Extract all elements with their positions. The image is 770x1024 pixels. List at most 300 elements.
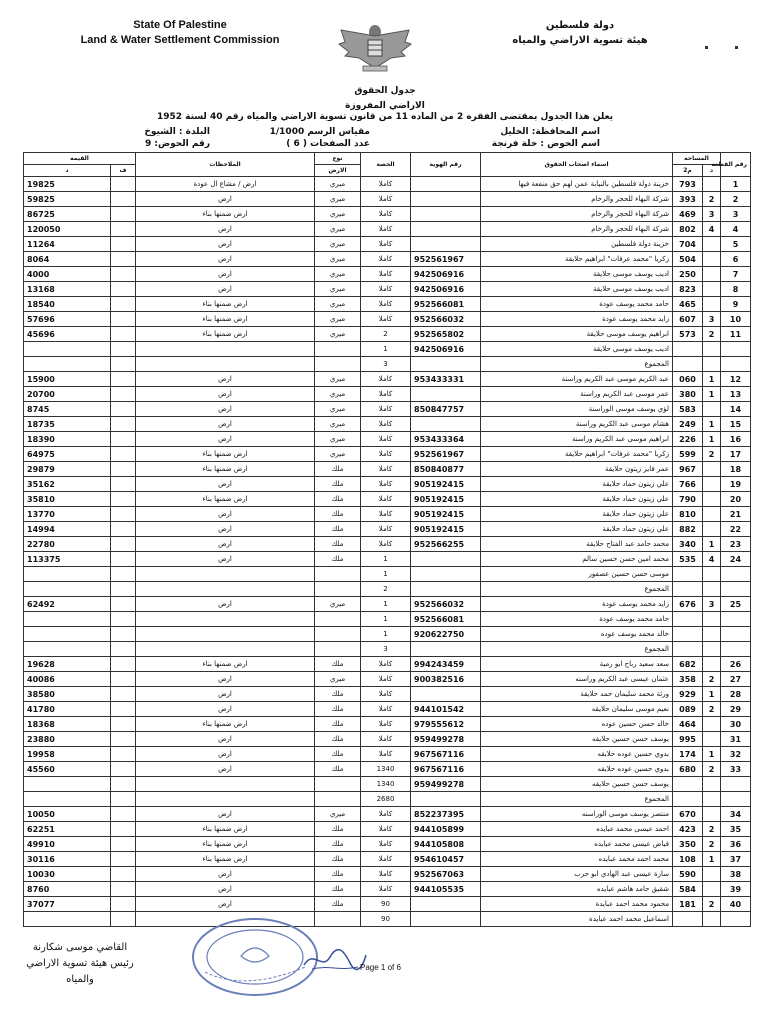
- cell-value: 18735: [24, 417, 111, 432]
- cell-owner-name: اديب يوسف موسى حلايقة: [481, 342, 673, 357]
- cell-area-m2: 802: [673, 222, 703, 237]
- cell-plot-number: 24: [721, 552, 751, 567]
- cell-notes: ارض / مشاع ال عودة: [136, 177, 315, 192]
- cell-owner-name: اديب يوسف موسى حلايقة: [481, 267, 673, 282]
- cell-id-number: [411, 222, 481, 237]
- cell-land-type: ميري: [315, 672, 361, 687]
- cell-area-m2: 350: [673, 837, 703, 852]
- cell-plot-number: 19: [721, 477, 751, 492]
- cell-value-f: [111, 462, 136, 477]
- cell-area-m2: 423: [673, 822, 703, 837]
- title-legal-notice: يعلن هذا الجدول بمقتضى الفقره 2 من الماده 11 من قانون تسوية الاراضي والمياه رقم 40 لسنة 1952: [156, 112, 614, 122]
- cell-id-number: 944105899: [411, 822, 481, 837]
- cell-land-type: ميري: [315, 237, 361, 252]
- cell-id-number: 905192415: [411, 522, 481, 537]
- table-row: [24, 462, 751, 477]
- cell-notes: ارض: [136, 882, 315, 897]
- table-row: [24, 237, 751, 252]
- cell-id-number: 900382516: [411, 672, 481, 687]
- header-english: [50, 18, 310, 48]
- cell-id-number: 959499278: [411, 777, 481, 792]
- cell-plot-number: 39: [721, 882, 751, 897]
- cell-share: 1340: [361, 762, 411, 777]
- cell-area-m2: 766: [673, 477, 703, 492]
- cell-land-type: ميري: [315, 447, 361, 462]
- cell-owner-name: خالد حسن حسين عوده: [481, 717, 673, 732]
- cell-value-f: [111, 642, 136, 657]
- cell-notes: ارض: [136, 192, 315, 207]
- cell-area-dunum: [703, 582, 721, 597]
- cell-land-type: [315, 567, 361, 582]
- meta-basin-number: رقم الحوض: 9: [145, 139, 210, 149]
- cell-owner-name: سارة عيسى عبد الهادي ابو حرب: [481, 867, 673, 882]
- cell-land-type: ملك: [315, 717, 361, 732]
- cell-id-number: 942506916: [411, 282, 481, 297]
- cell-value: 29879: [24, 462, 111, 477]
- col-header-owner: اسماء اصحاب الحقوق: [481, 153, 673, 177]
- cell-owner-name: علي زيتون حماد حلايقة: [481, 477, 673, 492]
- cell-area-dunum: [703, 237, 721, 252]
- cell-area-dunum: [703, 777, 721, 792]
- cell-plot-number: 25: [721, 597, 751, 612]
- state-name-ar: دولة فلسطين: [545, 20, 615, 31]
- cell-value-f: [111, 552, 136, 567]
- cell-area-dunum: 1: [703, 537, 721, 552]
- cell-value: 49910: [24, 837, 111, 852]
- cell-share: كاملا: [361, 252, 411, 267]
- cell-id-number: [411, 207, 481, 222]
- cell-value-f: [111, 312, 136, 327]
- cell-value: 19958: [24, 747, 111, 762]
- cell-plot-number: 2: [721, 192, 751, 207]
- cell-value-f: [111, 342, 136, 357]
- cell-area-m2: 060: [673, 372, 703, 387]
- table-row: [24, 612, 751, 627]
- cell-land-type: ملك: [315, 762, 361, 777]
- cell-area-m2: 174: [673, 747, 703, 762]
- table-row: [24, 867, 751, 882]
- cell-share: كاملا: [361, 237, 411, 252]
- cell-value: 4000: [24, 267, 111, 282]
- cell-value-f: [111, 657, 136, 672]
- cell-value: 18390: [24, 432, 111, 447]
- cell-share: كاملا: [361, 747, 411, 762]
- cell-notes: ارض ضمنها بناء: [136, 462, 315, 477]
- cell-value-f: [111, 702, 136, 717]
- cell-value: 35162: [24, 477, 111, 492]
- cell-id-number: 952565802: [411, 327, 481, 342]
- cell-plot-number: 6: [721, 252, 751, 267]
- cell-land-type: ملك: [315, 852, 361, 867]
- cell-value: [24, 627, 111, 642]
- cell-land-type: ملك: [315, 537, 361, 552]
- page-number: Page 1 of 6: [360, 963, 401, 972]
- cell-owner-name: اسماعيل محمد احمد عبايدة: [481, 912, 673, 927]
- cell-value: 86725: [24, 207, 111, 222]
- cell-share: كاملا: [361, 702, 411, 717]
- cell-value: 19825: [24, 177, 111, 192]
- cell-owner-name: موسى حسن حسين عصفور: [481, 567, 673, 582]
- cell-id-number: [411, 387, 481, 402]
- cell-share: كاملا: [361, 492, 411, 507]
- table-row: [24, 642, 751, 657]
- cell-area-dunum: 1: [703, 387, 721, 402]
- cell-owner-name: محمد احمد محمد عبايده: [481, 852, 673, 867]
- cell-owner-name: عمر موسى عبد الكريم وراسنة: [481, 387, 673, 402]
- table-row: [24, 567, 751, 582]
- cell-land-type: ملك: [315, 657, 361, 672]
- header-arabic: [470, 18, 690, 48]
- cell-land-type: [315, 582, 361, 597]
- cell-id-number: [411, 582, 481, 597]
- cell-share: كاملا: [361, 402, 411, 417]
- cell-land-type: ميري: [315, 387, 361, 402]
- cell-notes: ارض ضمنها بناء: [136, 327, 315, 342]
- cell-area-m2: 249: [673, 417, 703, 432]
- cell-share: 1: [361, 552, 411, 567]
- table-row: [24, 822, 751, 837]
- table-row: [24, 342, 751, 357]
- cell-owner-name: زايد محمد يوسف عودة: [481, 597, 673, 612]
- cell-value-f: [111, 792, 136, 807]
- cell-area-dunum: [703, 462, 721, 477]
- cell-notes: ارض: [136, 507, 315, 522]
- cell-land-type: ميري: [315, 252, 361, 267]
- cell-area-dunum: [703, 297, 721, 312]
- cell-area-m2: 226: [673, 432, 703, 447]
- cell-value: 10030: [24, 867, 111, 882]
- cell-plot-number: [721, 582, 751, 597]
- cell-owner-name: المجموع: [481, 642, 673, 657]
- cell-id-number: 952561967: [411, 252, 481, 267]
- cell-plot-number: 12: [721, 372, 751, 387]
- cell-area-dunum: [703, 732, 721, 747]
- cell-plot-number: 7: [721, 267, 751, 282]
- cell-id-number: [411, 237, 481, 252]
- signature-block: [25, 940, 135, 988]
- table-row: [24, 762, 751, 777]
- cell-land-type: [315, 357, 361, 372]
- table-row: [24, 402, 751, 417]
- cell-owner-name: سعد سعيد رباح ابو رمية: [481, 657, 673, 672]
- cell-value: 37077: [24, 897, 111, 912]
- cell-value-f: [111, 387, 136, 402]
- cell-value-f: [111, 297, 136, 312]
- cell-id-number: [411, 192, 481, 207]
- cell-plot-number: 32: [721, 747, 751, 762]
- cell-plot-number: 34: [721, 807, 751, 822]
- table-row: [24, 597, 751, 612]
- cell-plot-number: [721, 642, 751, 657]
- cell-plot-number: 40: [721, 897, 751, 912]
- table-row: [24, 372, 751, 387]
- cell-value-f: [111, 492, 136, 507]
- cell-land-type: ميري: [315, 417, 361, 432]
- cell-share: كاملا: [361, 222, 411, 237]
- palestine-eagle-emblem: [335, 22, 415, 74]
- cell-area-m2: 573: [673, 327, 703, 342]
- cell-share: كاملا: [361, 672, 411, 687]
- table-row: [24, 852, 751, 867]
- cell-area-dunum: 1: [703, 687, 721, 702]
- cell-owner-name: شقيق حامد هاشم عبايده: [481, 882, 673, 897]
- cell-area-dunum: [703, 342, 721, 357]
- commission-name-ar: هيئة تسوية الاراضي والمياه: [512, 35, 648, 46]
- cell-land-type: ملك: [315, 702, 361, 717]
- cell-area-m2: 393: [673, 192, 703, 207]
- cell-share: كاملا: [361, 822, 411, 837]
- meta-town: البلدة : الشيوخ: [144, 127, 210, 137]
- cell-value: 64975: [24, 447, 111, 462]
- cell-plot-number: 14: [721, 402, 751, 417]
- cell-id-number: 944101542: [411, 702, 481, 717]
- cell-area-m2: 250: [673, 267, 703, 282]
- cell-value-f: [111, 747, 136, 762]
- table-row: [24, 387, 751, 402]
- cell-id-number: 905192415: [411, 492, 481, 507]
- cell-owner-name: حامد محمد يوسف عودة: [481, 612, 673, 627]
- cell-plot-number: [721, 567, 751, 582]
- cell-notes: [136, 627, 315, 642]
- cell-owner-name: محمد امين حسن حسين سالم: [481, 552, 673, 567]
- table-row: [24, 897, 751, 912]
- cell-notes: ارض: [136, 747, 315, 762]
- cell-land-type: ميري: [315, 432, 361, 447]
- cell-notes: ارض: [136, 417, 315, 432]
- cell-share: كاملا: [361, 507, 411, 522]
- cell-land-type: ميري: [315, 327, 361, 342]
- cell-owner-name: بدوي حسين عوده حلايقه: [481, 747, 673, 762]
- cell-id-number: 944105535: [411, 882, 481, 897]
- cell-share: 90: [361, 897, 411, 912]
- cell-area-m2: [673, 582, 703, 597]
- cell-area-dunum: [703, 792, 721, 807]
- table-row: [24, 282, 751, 297]
- cell-value-f: [111, 177, 136, 192]
- cell-value: 18368: [24, 717, 111, 732]
- cell-area-m2: [673, 627, 703, 642]
- cell-value-f: [111, 402, 136, 417]
- cell-value: 45696: [24, 327, 111, 342]
- cell-share: 1: [361, 612, 411, 627]
- cell-value: [24, 792, 111, 807]
- cell-share: كاملا: [361, 852, 411, 867]
- cell-share: كاملا: [361, 282, 411, 297]
- meta-governorate: اسم المحافظة: الخليل: [500, 127, 600, 137]
- cell-area-dunum: 4: [703, 552, 721, 567]
- cell-value-f: [111, 582, 136, 597]
- cell-share: 1340: [361, 777, 411, 792]
- cell-area-dunum: 1: [703, 432, 721, 447]
- cell-value: [24, 912, 111, 927]
- cell-area-m2: 340: [673, 537, 703, 552]
- cell-notes: ارض: [136, 267, 315, 282]
- cell-value-f: [111, 222, 136, 237]
- cell-value-f: [111, 192, 136, 207]
- cell-area-dunum: [703, 657, 721, 672]
- cell-land-type: [315, 642, 361, 657]
- cell-id-number: [411, 567, 481, 582]
- cell-area-dunum: [703, 882, 721, 897]
- cell-value: 13770: [24, 507, 111, 522]
- cell-id-number: 952566081: [411, 612, 481, 627]
- cell-area-m2: [673, 567, 703, 582]
- cell-notes: ارض: [136, 762, 315, 777]
- cell-notes: ارض: [136, 597, 315, 612]
- cell-id-number: 920622750: [411, 627, 481, 642]
- cell-area-m2: [673, 792, 703, 807]
- cell-share: كاملا: [361, 372, 411, 387]
- cell-area-dunum: [703, 567, 721, 582]
- cell-value-f: [111, 777, 136, 792]
- cell-land-type: ملك: [315, 522, 361, 537]
- cell-plot-number: 33: [721, 762, 751, 777]
- cell-notes: ارض: [136, 282, 315, 297]
- cell-notes: ارض ضمنها بناء: [136, 492, 315, 507]
- cell-value: 14994: [24, 522, 111, 537]
- cell-share: كاملا: [361, 267, 411, 282]
- cell-plot-number: 22: [721, 522, 751, 537]
- cell-area-m2: 469: [673, 207, 703, 222]
- cell-id-number: [411, 357, 481, 372]
- cell-value: 11264: [24, 237, 111, 252]
- table-row: [24, 672, 751, 687]
- cell-area-m2: 670: [673, 807, 703, 822]
- cell-owner-name: هشام موسى عبد الكريم وراسنة: [481, 417, 673, 432]
- cell-land-type: ملك: [315, 552, 361, 567]
- cell-value-f: [111, 522, 136, 537]
- cell-land-type: ملك: [315, 882, 361, 897]
- cell-value: [24, 567, 111, 582]
- cell-plot-number: 28: [721, 687, 751, 702]
- cell-notes: [136, 777, 315, 792]
- cell-plot-number: [721, 792, 751, 807]
- cell-owner-name: المجموع: [481, 357, 673, 372]
- table-row: [24, 627, 751, 642]
- cell-area-dunum: 2: [703, 447, 721, 462]
- table-row: [24, 777, 751, 792]
- table-row: [24, 537, 751, 552]
- cell-owner-name: المجموع: [481, 582, 673, 597]
- cell-id-number: [411, 177, 481, 192]
- cell-value: 41780: [24, 702, 111, 717]
- cell-area-dunum: [703, 867, 721, 882]
- cell-plot-number: 13: [721, 387, 751, 402]
- cell-area-dunum: [703, 492, 721, 507]
- cell-plot-number: 29: [721, 702, 751, 717]
- cell-value-f: [111, 417, 136, 432]
- cell-land-type: ملك: [315, 492, 361, 507]
- table-row: [24, 687, 751, 702]
- table-row: [24, 702, 751, 717]
- cell-value: 45560: [24, 762, 111, 777]
- cell-plot-number: [721, 627, 751, 642]
- col-header-value-d: د: [24, 165, 111, 177]
- cell-area-dunum: 3: [703, 597, 721, 612]
- cell-share: كاملا: [361, 732, 411, 747]
- cell-area-m2: 590: [673, 867, 703, 882]
- title-rights-table: جدول الحقوق: [354, 86, 416, 96]
- cell-id-number: [411, 687, 481, 702]
- cell-land-type: ملك: [315, 837, 361, 852]
- cell-id-number: 850847757: [411, 402, 481, 417]
- cell-notes: ارض: [136, 687, 315, 702]
- cell-value-f: [111, 372, 136, 387]
- cell-land-type: ملك: [315, 477, 361, 492]
- cell-plot-number: 30: [721, 717, 751, 732]
- cell-area-m2: 823: [673, 282, 703, 297]
- cell-id-number: 942506916: [411, 342, 481, 357]
- cell-plot-number: 36: [721, 837, 751, 852]
- meta-pages: عدد الصفحات ( 6 ): [286, 139, 370, 149]
- cell-area-dunum: [703, 612, 721, 627]
- cell-notes: ارض: [136, 522, 315, 537]
- cell-id-number: 967567116: [411, 762, 481, 777]
- col-header-notes: الملاحظات: [136, 153, 315, 177]
- cell-plot-number: 23: [721, 537, 751, 552]
- cell-value: 30116: [24, 852, 111, 867]
- cell-share: كاملا: [361, 882, 411, 897]
- cell-area-m2: 607: [673, 312, 703, 327]
- cell-plot-number: 37: [721, 852, 751, 867]
- signer-title: رئيس هيئة تسوية الاراضي والمياه: [26, 958, 134, 985]
- cell-area-dunum: [703, 912, 721, 927]
- cell-value: 38580: [24, 687, 111, 702]
- cell-value: 22780: [24, 537, 111, 552]
- cell-area-m2: [673, 777, 703, 792]
- cell-value-f: [111, 672, 136, 687]
- cell-area-m2: 882: [673, 522, 703, 537]
- commission-name-en: Land & Water Settlement Commission: [80, 34, 280, 46]
- cell-plot-number: [721, 777, 751, 792]
- cell-area-m2: 790: [673, 492, 703, 507]
- cell-value-f: [111, 807, 136, 822]
- cell-notes: ارض ضمنها بناء: [136, 297, 315, 312]
- cell-owner-name: محمد حامد عبد الفتاح حلايقة: [481, 537, 673, 552]
- cell-notes: ارض ضمنها بناء: [136, 852, 315, 867]
- cell-share: كاملا: [361, 192, 411, 207]
- table-row: [24, 912, 751, 927]
- cell-land-type: [315, 627, 361, 642]
- cell-share: 2680: [361, 792, 411, 807]
- cell-value: 8760: [24, 882, 111, 897]
- cell-area-m2: 089: [673, 702, 703, 717]
- cell-plot-number: 38: [721, 867, 751, 882]
- cell-value-f: [111, 207, 136, 222]
- cell-value-f: [111, 852, 136, 867]
- cell-area-m2: [673, 912, 703, 927]
- cell-land-type: ميري: [315, 207, 361, 222]
- cell-id-number: 952567063: [411, 867, 481, 882]
- cell-value: 15900: [24, 372, 111, 387]
- cell-share: 3: [361, 357, 411, 372]
- table-row: [24, 807, 751, 822]
- cell-notes: ارض ضمنها بناء: [136, 657, 315, 672]
- cell-area-m2: 599: [673, 447, 703, 462]
- cell-land-type: [315, 612, 361, 627]
- cell-id-number: [411, 552, 481, 567]
- cell-value: [24, 582, 111, 597]
- col-header-plot: رقم القطعه: [721, 153, 751, 177]
- cell-id-number: [411, 417, 481, 432]
- cell-area-dunum: [703, 642, 721, 657]
- state-name-en: State Of Palestine: [133, 19, 227, 31]
- cell-notes: ارض: [136, 897, 315, 912]
- cell-value-f: [111, 447, 136, 462]
- cell-value: 18540: [24, 297, 111, 312]
- cell-land-type: ملك: [315, 822, 361, 837]
- cell-id-number: [411, 912, 481, 927]
